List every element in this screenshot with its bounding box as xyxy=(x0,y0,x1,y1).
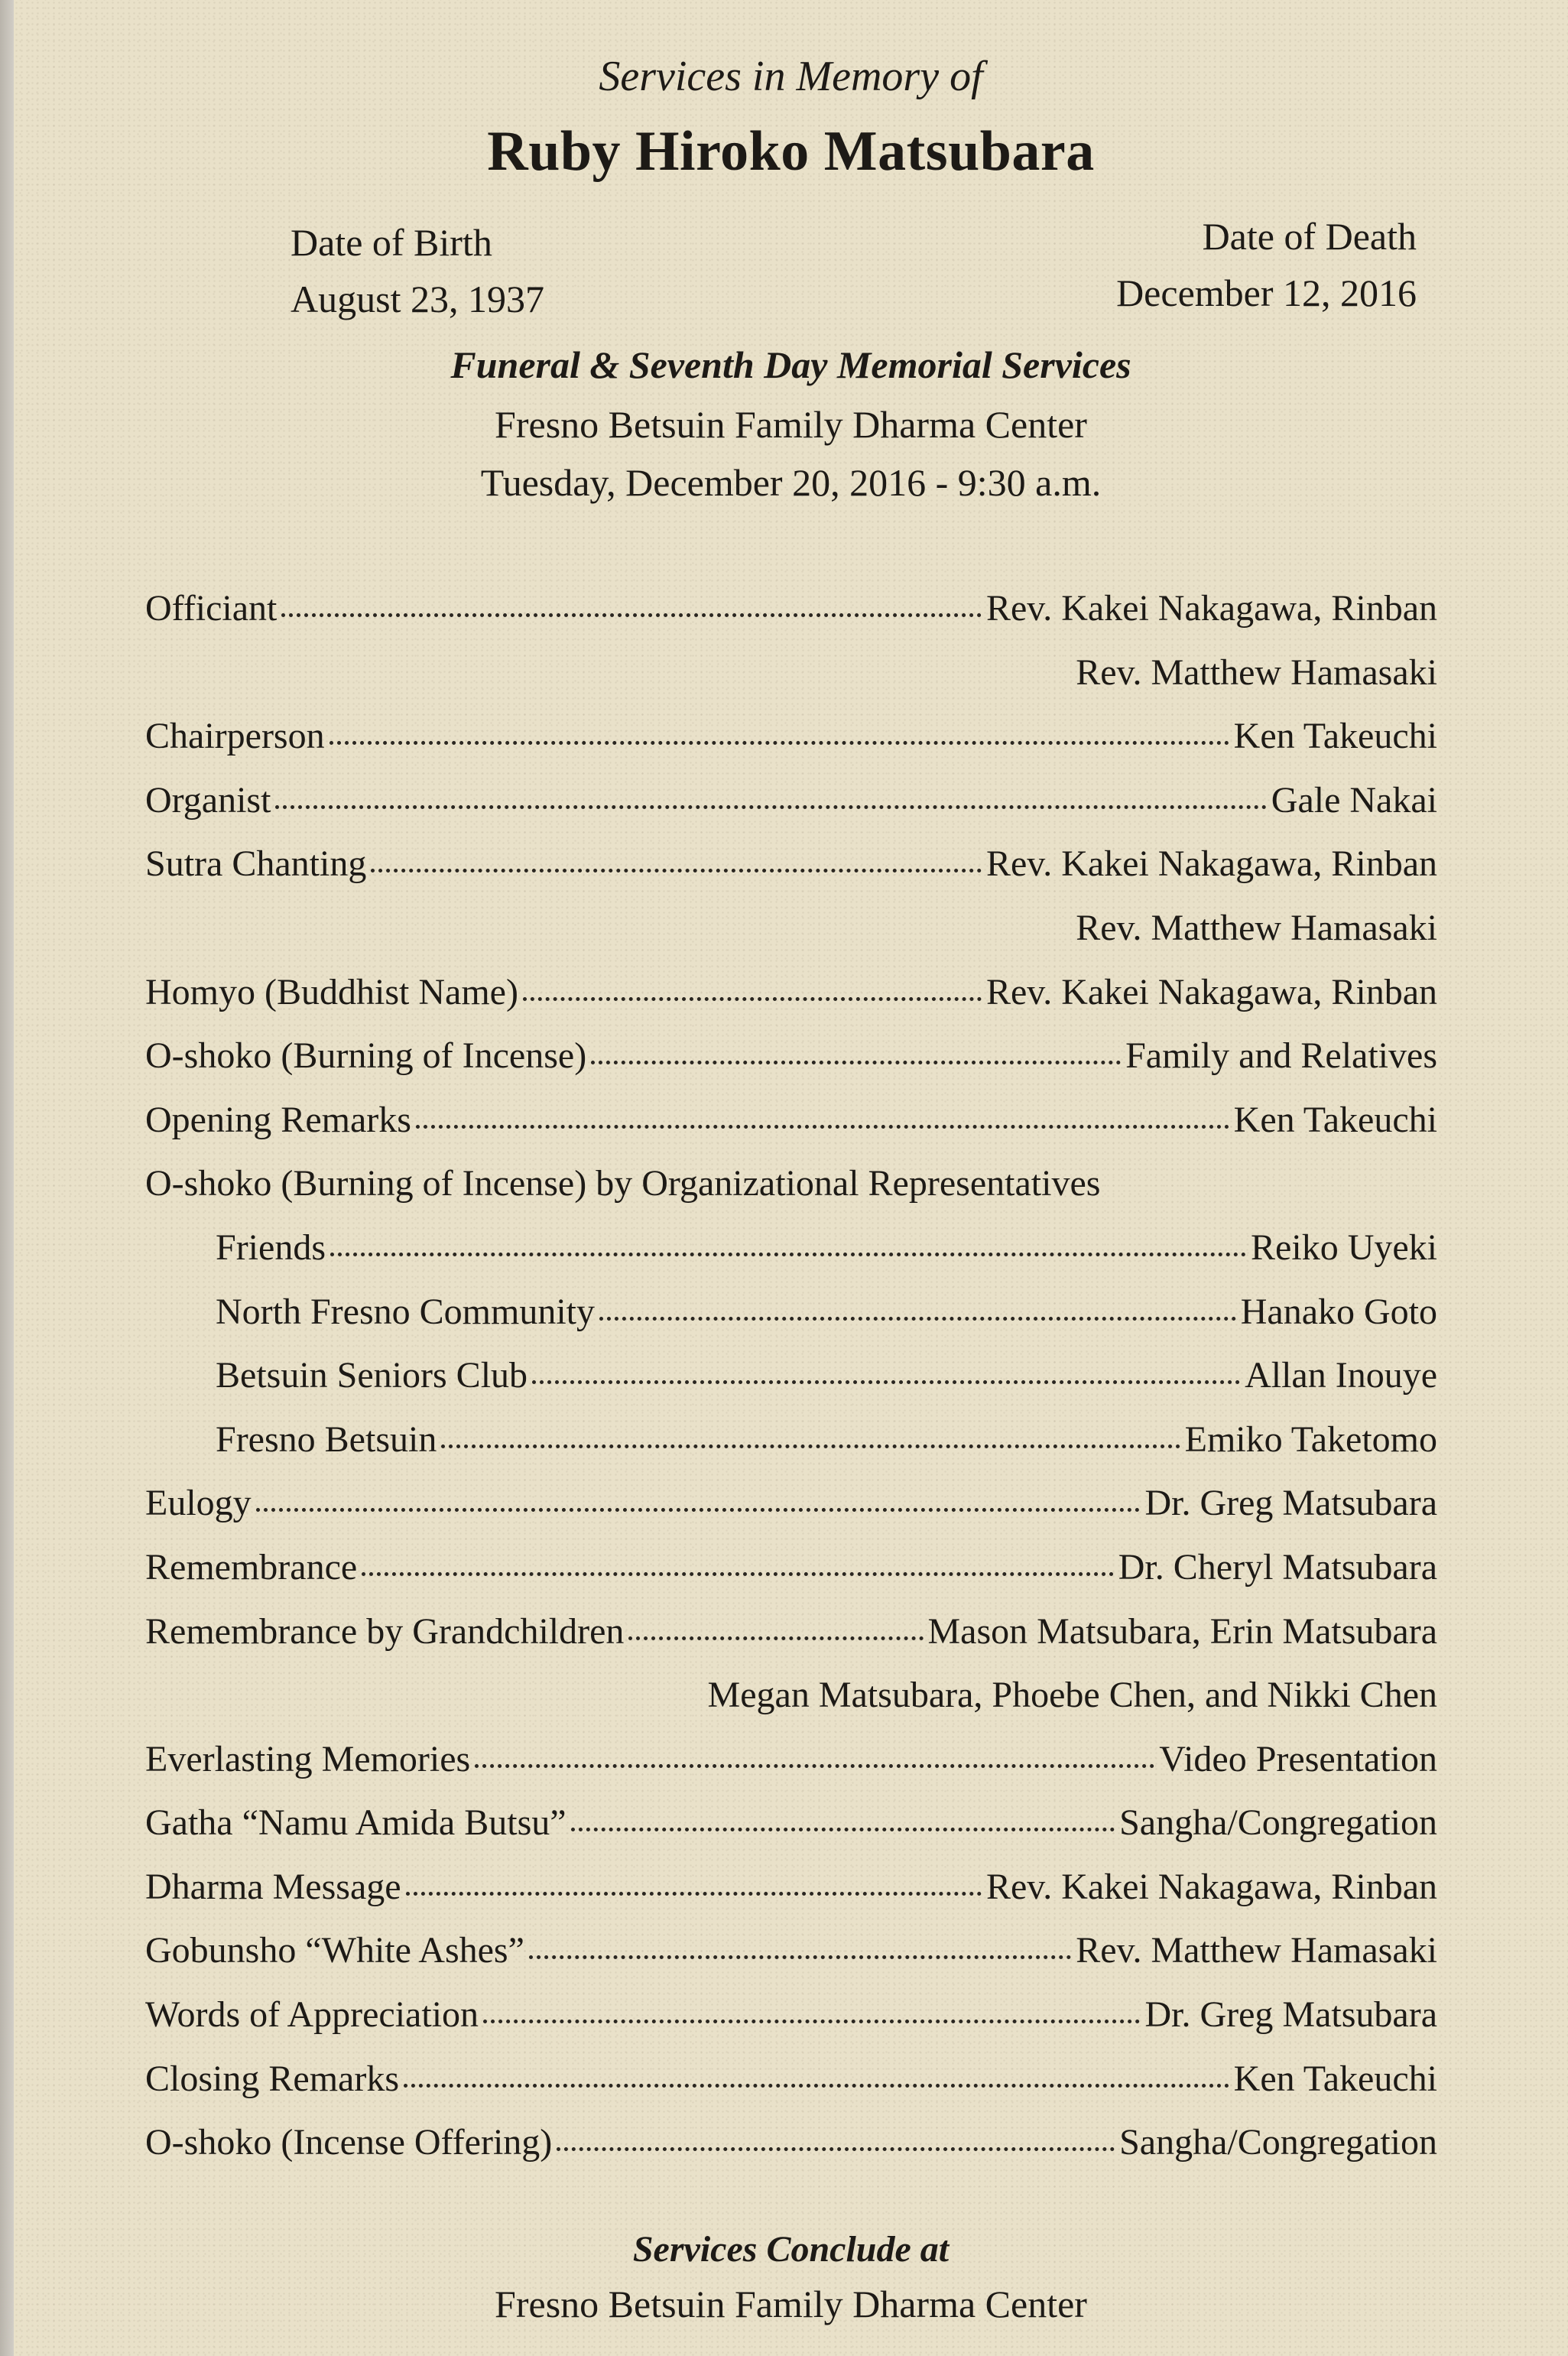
program-section-heading xyxy=(145,1162,1437,1227)
dot-leader xyxy=(281,613,982,617)
program-item-value: Rev. Kakei Nakagawa, Rinban xyxy=(985,971,1437,1012)
program-list xyxy=(145,587,1437,2185)
program-row xyxy=(145,1866,1437,1930)
program-row-continuation xyxy=(145,907,1437,971)
program-item-label: Remembrance by Grandchildren xyxy=(145,1610,625,1652)
program-item-value: Ken Takeuchi xyxy=(1233,1099,1437,1140)
program-row-indented xyxy=(145,1354,1437,1418)
dot-leader xyxy=(416,1125,1229,1129)
program-item-label: O-shoko (Burning of Incense) xyxy=(145,1035,587,1077)
dot-leader xyxy=(275,805,1266,809)
program-item-value: Allan Inouye xyxy=(1245,1355,1437,1396)
program-row xyxy=(145,1546,1437,1610)
page-edge xyxy=(0,0,14,2356)
program-item-label: Homyo (Buddhist Name) xyxy=(145,971,518,1012)
program-row xyxy=(145,1738,1437,1802)
intro-text: Services in Memory of xyxy=(599,53,983,100)
program-item-label: Gatha “Namu Amida Butsu” xyxy=(145,1802,566,1844)
program-row xyxy=(145,2058,1437,2122)
program-row xyxy=(145,1035,1437,1099)
program-item-label: Friends xyxy=(216,1227,326,1268)
death-label: Date of Death xyxy=(1202,215,1417,258)
birth-date: August 23, 1937 xyxy=(291,278,544,320)
program-item-value: Reiko Uyeki xyxy=(1251,1227,1437,1268)
program-row xyxy=(145,715,1437,779)
program-item-label: Opening Remarks xyxy=(145,1099,411,1140)
program-item-value: Dr. Greg Matsubara xyxy=(1144,1483,1437,1524)
closing-place: Fresno Betsuin Family Dharma Center xyxy=(495,2283,1087,2325)
closing-title: Services Conclude at xyxy=(632,2229,950,2270)
program-item-value: Megan Matsubara, Phoebe Chen, and Nikki Chen xyxy=(707,1675,1437,1716)
program-item-value: Rev. Matthew Hamasaki xyxy=(1076,907,1437,948)
service-time: Tuesday, December 20, 2016 - 9:30 a.m. xyxy=(480,461,1102,504)
program-row xyxy=(145,1610,1437,1675)
program-row-continuation xyxy=(145,1674,1437,1738)
program-row xyxy=(145,779,1437,843)
program-item-value: Ken Takeuchi xyxy=(1233,716,1437,757)
dot-leader xyxy=(523,997,982,1001)
dot-leader xyxy=(256,1508,1141,1512)
program-item-label: Fresno Betsuin xyxy=(216,1418,437,1460)
program-item-value: Rev. Matthew Hamasaki xyxy=(1076,652,1437,693)
program-row xyxy=(145,1099,1437,1163)
dot-leader xyxy=(529,1955,1071,1959)
dot-leader xyxy=(404,2084,1229,2088)
dot-leader xyxy=(557,2147,1115,2151)
dot-leader xyxy=(406,1892,982,1896)
program-item-value: Rev. Kakei Nakagawa, Rinban xyxy=(985,843,1437,885)
program-item-value: Sangha/Congregation xyxy=(1119,2122,1437,2163)
program-item-value: Emiko Taketomo xyxy=(1184,1418,1437,1460)
dot-leader xyxy=(330,1253,1246,1256)
program-row-indented xyxy=(145,1227,1437,1291)
program-item-value: Family and Relatives xyxy=(1125,1035,1437,1077)
birth-label: Date of Birth xyxy=(291,221,492,264)
dot-leader xyxy=(483,2020,1140,2023)
dot-leader xyxy=(371,869,982,873)
dot-leader xyxy=(475,1764,1154,1768)
program-item-label: Organist xyxy=(145,779,271,821)
program-item-value: Ken Takeuchi xyxy=(1233,2058,1437,2099)
dot-leader xyxy=(628,1636,923,1640)
program-item-value: Mason Matsubara, Erin Matsubara xyxy=(927,1610,1437,1652)
program-item-value: Hanako Goto xyxy=(1240,1291,1437,1332)
program-item-label: Gobunsho “White Ashes” xyxy=(145,1930,524,1971)
dot-leader xyxy=(599,1317,1236,1321)
program-item-label: Eulogy xyxy=(145,1483,252,1524)
program-item-value: Gale Nakai xyxy=(1271,779,1437,821)
program-item-value: Video Presentation xyxy=(1159,1738,1437,1779)
memorial-program-page xyxy=(14,0,1568,2356)
program-item-label: Chairperson xyxy=(145,716,325,757)
program-item-value: Rev. Kakei Nakagawa, Rinban xyxy=(985,1866,1437,1907)
program-item-value: Rev. Kakei Nakagawa, Rinban xyxy=(985,588,1437,629)
program-item-label: Officiant xyxy=(145,588,278,629)
dot-leader xyxy=(532,1380,1240,1384)
program-item-label: Closing Remarks xyxy=(145,2058,399,2099)
program-item-label: Remembrance xyxy=(145,1546,358,1587)
dot-leader xyxy=(441,1444,1180,1448)
program-item-label: North Fresno Community xyxy=(216,1291,596,1332)
dot-leader xyxy=(330,741,1229,745)
program-row xyxy=(145,1994,1437,2058)
program-item-label: Everlasting Memories xyxy=(145,1738,471,1779)
deceased-name: Ruby Hiroko Matsubara xyxy=(487,120,1095,183)
program-row xyxy=(145,2121,1437,2185)
program-row xyxy=(145,843,1437,907)
program-item-label: Words of Appreciation xyxy=(145,1994,479,2036)
service-title: Funeral & Seventh Day Memorial Services xyxy=(450,343,1131,386)
program-row xyxy=(145,971,1437,1035)
program-item-label: O-shoko (Incense Offering) xyxy=(145,2122,553,2163)
program-row-continuation xyxy=(145,652,1437,716)
death-block xyxy=(1116,208,1417,321)
program-row xyxy=(145,587,1437,652)
program-row xyxy=(145,1482,1437,1546)
program-row-indented xyxy=(145,1291,1437,1355)
program-row xyxy=(145,1929,1437,1994)
program-item-value: Dr. Greg Matsubara xyxy=(1144,1994,1437,2036)
program-item-value: Dr. Cheryl Matsubara xyxy=(1118,1546,1437,1587)
death-date: December 12, 2016 xyxy=(1116,271,1417,314)
program-item-label: O-shoko (Burning of Incense) by Organizational Representatives xyxy=(145,1163,1101,1204)
program-item-label: Sutra Chanting xyxy=(145,843,367,885)
program-item-label: Dharma Message xyxy=(145,1866,401,1907)
service-place: Fresno Betsuin Family Dharma Center xyxy=(495,403,1087,446)
birth-block xyxy=(291,214,544,327)
program-item-value: Sangha/Congregation xyxy=(1119,1802,1437,1844)
dot-leader xyxy=(591,1061,1121,1064)
program-row-indented xyxy=(145,1418,1437,1483)
program-item-label: Betsuin Seniors Club xyxy=(216,1355,528,1396)
dot-leader xyxy=(571,1828,1115,1831)
program-item-value: Rev. Matthew Hamasaki xyxy=(1076,1930,1437,1971)
dot-leader xyxy=(362,1572,1114,1576)
program-row xyxy=(145,1802,1437,1866)
